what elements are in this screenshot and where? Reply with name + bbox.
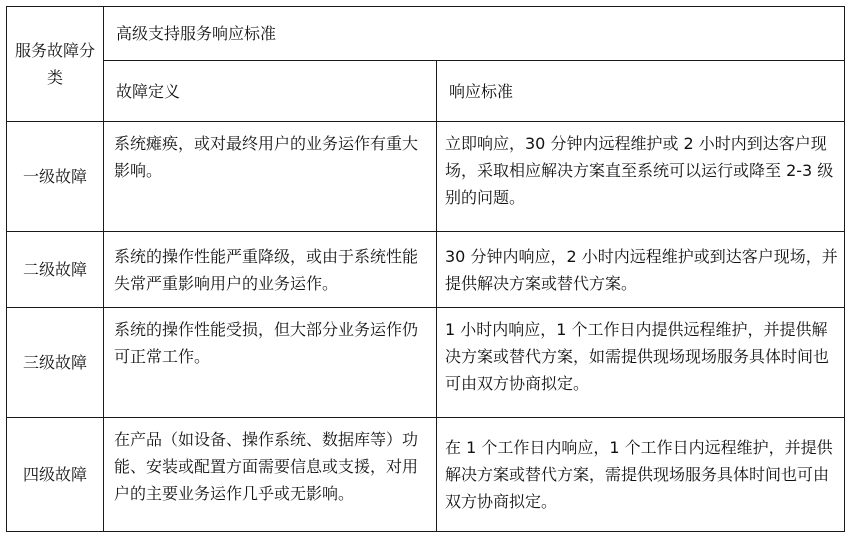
definition-cell: 系统的操作性能受损，但大部分业务运作仍可正常工作。 bbox=[104, 308, 437, 418]
definition-cell: 系统瘫痪，或对最终用户的业务运作有重大影响。 bbox=[104, 122, 437, 232]
response-cell: 立即响应，30 分钟内远程维护或 2 小时内到达客户现场，采取相应解决方案直至系统可以运行或降至 2-3 级别的问题。 bbox=[437, 122, 845, 232]
level-cell: 二级故障 bbox=[7, 232, 104, 308]
table-row bbox=[7, 308, 845, 418]
table-subheader-row bbox=[7, 61, 845, 122]
level-cell: 三级故障 bbox=[7, 308, 104, 418]
definition-cell: 在产品（如设备、操作系统、数据库等）功能、安装或配置方面需要信息或支援，对用户的主要业务运作几乎或无影响。 bbox=[104, 418, 437, 532]
definition-cell: 系统的操作性能严重降级，或由于系统性能失常严重影响用户的业务运作。 bbox=[104, 232, 437, 308]
level-cell: 四级故障 bbox=[7, 418, 104, 532]
table-row bbox=[7, 122, 845, 232]
response-cell: 30 分钟内响应，2 小时内远程维护或到达客户现场，并提供解决方案或替代方案。 bbox=[437, 232, 845, 308]
title-header-cell: 高级支持服务响应标准 bbox=[104, 7, 845, 61]
category-header-cell: 服务故障分类 bbox=[7, 7, 104, 122]
table-row bbox=[7, 418, 845, 532]
response-cell: 1 小时内响应，1 个工作日内提供远程维护，并提供解决方案或替代方案，如需提供现场现场服务具体时间也可由双方协商拟定。 bbox=[437, 308, 845, 418]
service-response-table bbox=[6, 6, 845, 532]
level-cell: 一级故障 bbox=[7, 122, 104, 232]
response-header-cell: 响应标准 bbox=[437, 61, 845, 122]
response-cell: 在 1 个工作日内响应，1 个工作日内远程维护，并提供解决方案或替代方案，需提供现场服务具体时间也可由双方协商拟定。 bbox=[437, 418, 845, 532]
definition-header-cell: 故障定义 bbox=[104, 61, 437, 122]
table-header-row bbox=[7, 7, 845, 61]
table-row bbox=[7, 232, 845, 308]
